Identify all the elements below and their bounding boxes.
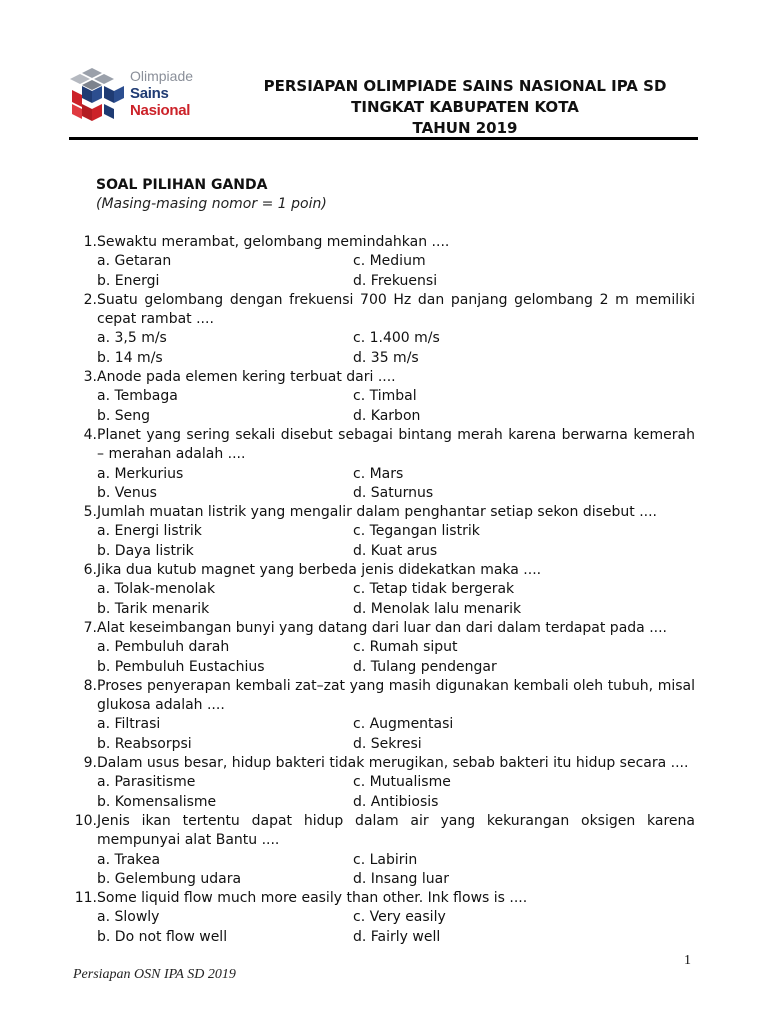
option-b: b. Gelembung udara (97, 870, 242, 887)
option-c: c. Timbal (353, 388, 417, 405)
option-a: a. Getaran (97, 253, 172, 270)
option-d: d. 35 m/s (353, 349, 419, 366)
cube-logo-icon (70, 66, 128, 128)
option-c: c. Very easily (353, 909, 446, 926)
option-d: d. Frekuensi (353, 272, 438, 289)
option-b: b. Komensalisme (97, 793, 217, 810)
option-b: b. Daya listrik (97, 542, 194, 559)
option-a: a. Merkurius (97, 465, 184, 482)
logo-text-sains: Sains (130, 85, 169, 102)
question-item (70, 754, 695, 812)
question-stem: Jumlah muatan listrik yang mengalir dalam penghantar setiap sekon disebut .... (97, 504, 657, 521)
option-d: d. Insang luar (353, 870, 449, 887)
question-stem: Jika dua kutub magnet yang berbeda jenis didekatkan maka .... (97, 562, 542, 579)
question-stem: Some liquid flow much more easily than other. Ink flows is .... (97, 890, 528, 907)
option-d: d. Antibiosis (353, 793, 439, 810)
option-c: c. Mutualisme (353, 774, 451, 791)
option-c: c. 1.400 m/s (353, 330, 440, 347)
option-c: c. Augmentasi (353, 716, 454, 733)
option-c: c. Tetap tidak bergerak (353, 581, 515, 598)
page-footer: Persiapan OSN IPA SD 2019 (73, 967, 236, 982)
option-c: c. Labirin (353, 851, 418, 868)
question-number: 7. (83, 619, 97, 636)
option-d: d. Sekresi (353, 735, 422, 752)
header-line-2: TINGKAT KABUPATEN KOTA (351, 98, 579, 116)
option-a: a. Pembuluh darah (97, 639, 230, 656)
question-number: 6. (83, 562, 97, 579)
question-item (70, 812, 695, 889)
option-b: b. Seng (97, 407, 151, 424)
question-stem: Anode pada elemen kering terbuat dari .... (97, 369, 396, 386)
option-a: a. Tembaga (97, 388, 178, 405)
option-d: d. Menolak lalu menarik (353, 600, 522, 617)
option-a: a. 3,5 m/s (97, 330, 167, 347)
option-a: a. Energi listrik (97, 523, 202, 540)
question-item (70, 368, 695, 426)
question-stem: Proses penyerapan kembali zat–zat yang masih digunakan kembali oleh tubuh, misal glukosa adalah .... (97, 677, 695, 714)
question-item (70, 677, 695, 754)
option-d: d. Tulang pendengar (353, 658, 497, 675)
option-d: d. Saturnus (353, 484, 434, 501)
question-stem: Dalam usus besar, hidup bakteri tidak merugikan, sebab bakteri itu hidup secara .... (97, 755, 689, 772)
question-list (70, 233, 695, 947)
page-number: 1 (684, 953, 691, 968)
question-number: 4. (83, 426, 97, 443)
question-number: 11. (74, 890, 97, 907)
option-b: b. Reabsorpsi (97, 735, 192, 752)
question-stem: Alat keseimbangan bunyi yang datang dari luar dan dari dalam terdapat pada .... (97, 619, 667, 636)
question-number: 8. (83, 677, 97, 694)
option-c: c. Rumah siput (353, 639, 458, 656)
question-stem: Planet yang sering sekali disebut sebagai bintang merah karena berwarna kemerah – merahan adalah .... (97, 426, 695, 463)
question-number: 1. (83, 234, 97, 250)
question-item (70, 503, 695, 561)
question-number: 9. (83, 755, 97, 772)
option-c: c. Medium (353, 253, 426, 270)
question-stem: Sewaktu merambat, gelombang memindahkan .... (97, 234, 450, 250)
section-note: (Masing-masing nomor = 1 poin) (96, 196, 327, 212)
option-a: a. Parasitisme (97, 774, 196, 791)
option-b: b. Venus (97, 484, 157, 501)
question-item (70, 889, 695, 947)
section-title: SOAL PILIHAN GANDA (96, 177, 268, 193)
option-c: c. Tegangan listrik (353, 523, 480, 540)
question-item (70, 561, 695, 619)
question-item (70, 426, 695, 503)
option-a: a. Slowly (97, 909, 160, 926)
option-b: b. Do not flow well (97, 928, 228, 945)
option-d: d. Kuat arus (353, 542, 438, 559)
option-a: a. Filtrasi (97, 716, 161, 733)
option-d: d. Fairly well (353, 928, 441, 945)
question-item (70, 233, 695, 291)
option-b: b. Energi (97, 272, 160, 289)
document-header (230, 76, 700, 139)
option-b: b. 14 m/s (97, 349, 163, 366)
option-b: b. Tarik menarik (97, 600, 210, 617)
logo-text-nasional: Nasional (130, 102, 191, 119)
option-a: a. Tolak-menolak (97, 581, 216, 598)
header-line-1: PERSIAPAN OLIMPIADE SAINS NASIONAL IPA SD (263, 77, 667, 95)
question-number: 3. (83, 369, 97, 386)
question-stem: Jenis ikan tertentu dapat hidup dalam air yang kekurangan oksigen karena mempunyai alat Bantu .... (97, 812, 695, 849)
option-d: d. Karbon (353, 407, 421, 424)
question-number: 5. (83, 504, 97, 521)
question-item (70, 291, 695, 368)
osn-logo (70, 66, 220, 130)
option-a: a. Trakea (97, 851, 161, 868)
question-number: 10. (74, 812, 97, 829)
header-divider (69, 137, 698, 140)
option-b: b. Pembuluh Eustachius (97, 658, 265, 675)
question-number: 2. (83, 291, 97, 308)
header-line-3: TAHUN 2019 (412, 119, 518, 137)
question-item (70, 619, 695, 677)
question-stem: Suatu gelombang dengan frekuensi 700 Hz dan panjang gelombang 2 m memiliki cepat rambat .... (97, 291, 695, 328)
logo-text-olimpiade: Olimpiade (130, 68, 194, 84)
option-c: c. Mars (353, 465, 404, 482)
